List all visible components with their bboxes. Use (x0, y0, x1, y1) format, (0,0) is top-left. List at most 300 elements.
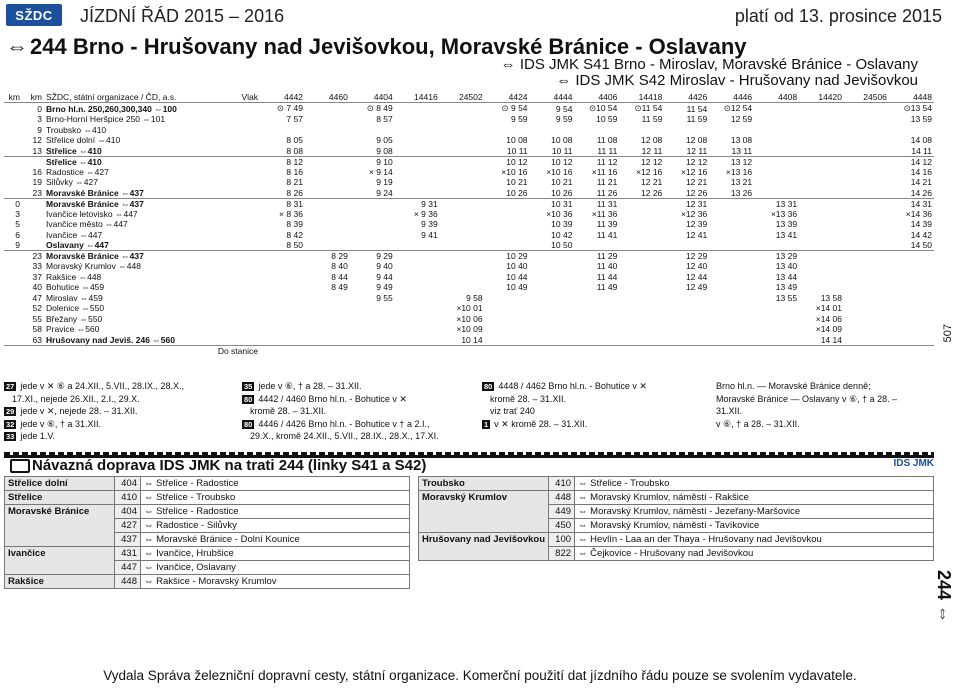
departure-time: ⊙ 7 49 (276, 103, 303, 113)
departure-time (305, 230, 350, 241)
departure-time (440, 103, 485, 115)
ids-row (5, 491, 410, 505)
note-line (482, 405, 712, 418)
departure-time (440, 261, 485, 272)
departure-time: 8 50 (260, 240, 305, 251)
note-text: 17.XI., nejede 26.XII., 2.I., 29.X. (12, 393, 140, 404)
ids-line-s41: ⇔ IDS JMK S41 Brno - Miroslav, Moravské Bránice - Oslavany (500, 56, 918, 73)
ids-route: ⇔ Střelice - Troubsko (575, 477, 934, 491)
station-row (4, 314, 934, 325)
departure-time (485, 303, 530, 314)
ids-stop-name: Troubsko (419, 477, 549, 491)
ids-route: ⇔ Ivančice, Hrubšice (141, 547, 410, 561)
departure-time (440, 219, 485, 230)
departure-time (395, 156, 440, 167)
departure-time (260, 261, 305, 272)
departure-time (485, 240, 530, 251)
departure-time (889, 303, 934, 314)
departure-time (844, 198, 889, 209)
departure-time (440, 146, 485, 157)
departure-time (305, 314, 350, 325)
departure-time: 12 11 (619, 146, 664, 157)
station-row (4, 335, 934, 346)
departure-time (709, 198, 754, 209)
departure-time (350, 303, 395, 314)
ids-line-number: 100 (549, 533, 575, 547)
station-name: Střelice dolní ⇔410 (46, 135, 121, 146)
train-number: 4460 (305, 92, 350, 103)
banner-title: Návazná doprava IDS JMK na trati 244 (linky S41 a S42) (32, 457, 427, 474)
note-line (716, 393, 934, 406)
station-row (4, 114, 934, 125)
departure-time (709, 272, 754, 283)
note-line (242, 405, 480, 418)
departure-time: 13 49 (775, 282, 798, 293)
departure-time (844, 125, 889, 136)
departure-time: ×11 36 (591, 208, 618, 219)
train-number: 4404 (350, 92, 395, 103)
note-text: jede v ⑥, † a 31.XII. (20, 418, 101, 429)
departure-time (754, 177, 799, 188)
ids-route: ⇔ Střelice - Troubsko (141, 491, 410, 505)
departure-time (709, 314, 754, 325)
station-name: Ivančice letovisko ⇔447 (46, 208, 138, 219)
timetable-grid (4, 92, 934, 356)
departure-time (754, 103, 799, 115)
departure-time: 9 59 (555, 114, 573, 125)
ids-line-number: 431 (115, 547, 141, 561)
km2-value: 12 (32, 135, 42, 146)
departure-time (664, 293, 709, 304)
km2-value: 0 (37, 103, 42, 114)
departure-time (305, 177, 350, 188)
departure-time: ×11 16 (591, 166, 618, 177)
departure-time (889, 282, 934, 293)
notes-col-3 (482, 380, 712, 430)
departure-time (754, 314, 799, 325)
station-name: Pravice ⇔560 (46, 324, 100, 335)
departure-time (709, 303, 754, 314)
ids-row (5, 505, 410, 519)
line-title-text: 244 Brno - Hrušovany nad Jevišovkou, Moravské Bránice - Oslavany (30, 34, 747, 59)
departure-time: 12 08 (685, 135, 708, 146)
ids-route: ⇔ Hevlín - Laa an der Thaya - Hrušovany nad Jevišovkou (575, 533, 934, 547)
km2-value: 63 (22, 335, 44, 346)
km-value (4, 177, 22, 188)
departure-time (619, 272, 664, 283)
station-name: Hrušovany nad Jeviš. 246 ⇔560 (44, 335, 234, 346)
vlak-spacer (234, 251, 260, 262)
departure-time: 10 12 (551, 156, 573, 167)
departure-time: ×14 36 (905, 208, 932, 219)
departure-time (260, 335, 305, 346)
departure-time: 9 08 (350, 146, 395, 157)
note-text: jede 1.V. (20, 431, 56, 441)
departure-time (395, 167, 440, 178)
departure-time (350, 240, 395, 251)
ids-connections-right (418, 476, 934, 561)
departure-time (305, 135, 350, 146)
departure-time: 14 39 (910, 219, 932, 230)
departure-time: 10 59 (596, 114, 618, 125)
departure-time: 11 40 (596, 261, 618, 272)
note-badge: 33 (6, 432, 15, 441)
station-row (4, 156, 934, 167)
departure-time: ×12 16 (636, 166, 663, 177)
km-value: 3 (15, 208, 20, 219)
departure-time (799, 125, 844, 136)
station-name: Střelice ⇔410 (46, 156, 102, 167)
departure-time: 14 42 (910, 229, 932, 240)
km-value (4, 282, 22, 293)
departure-time (305, 156, 350, 167)
departure-time (305, 335, 350, 346)
departure-time: 13 31 (775, 198, 798, 209)
departure-time: 9 59 (510, 114, 528, 125)
vlak-spacer (234, 209, 260, 220)
departure-time (709, 125, 754, 136)
vlak-spacer (234, 114, 260, 125)
departure-time (440, 230, 485, 241)
departure-time (889, 272, 934, 283)
departure-time (754, 146, 799, 157)
departure-time (395, 135, 440, 146)
departure-time: 12 41 (685, 229, 708, 240)
station-name: Miroslav ⇔459 (46, 292, 103, 303)
departure-time (440, 209, 485, 220)
station-name: Radostice ⇔427 (46, 166, 109, 177)
departure-time: ×14 06 (815, 313, 842, 324)
departure-time (530, 303, 575, 314)
departure-time: ⊙13 54 (903, 103, 932, 113)
ids-line-number: 448 (549, 491, 575, 505)
departure-time (709, 240, 754, 251)
departure-time (709, 209, 754, 220)
station-row (4, 146, 934, 157)
departure-time (754, 135, 799, 146)
departure-time (485, 293, 530, 304)
departure-time (799, 103, 844, 115)
departure-time (260, 125, 305, 136)
km-value (4, 261, 22, 272)
departure-time: 11 49 (596, 282, 618, 293)
station-row (4, 125, 934, 136)
departure-time (619, 240, 664, 251)
departure-time: 13 21 (730, 177, 753, 188)
km-value (4, 103, 22, 115)
departure-time (799, 114, 844, 125)
ids-line-number: 822 (549, 547, 575, 561)
ids-line-number: 427 (115, 519, 141, 533)
departure-time (485, 324, 530, 335)
departure-time: 13 39 (775, 219, 798, 230)
departure-time (574, 303, 619, 314)
ids-row (5, 477, 410, 491)
departure-time (754, 303, 799, 314)
ids-line-number: 447 (115, 561, 141, 575)
station-name: Moravské Bránice ⇔437 (44, 188, 234, 199)
departure-time (709, 335, 754, 346)
departure-time (395, 240, 440, 251)
departure-time (619, 324, 664, 335)
note-line (4, 418, 236, 431)
departure-time (799, 198, 844, 209)
km-value (4, 156, 22, 167)
departure-time: 8 05 (286, 135, 303, 146)
departure-time (350, 198, 395, 209)
departure-time: 10 49 (506, 282, 528, 293)
note-text: 29.X., kromě 24.XII., 5.VII., 28.IX., 28.X., 17.XI. (250, 431, 439, 441)
station-row (4, 188, 934, 199)
departure-time: 10 44 (506, 271, 528, 282)
departure-time (395, 335, 440, 346)
departure-time: 14 31 (910, 198, 932, 209)
departure-time: ×14 09 (815, 324, 842, 335)
departure-time: 10 14 (440, 335, 485, 346)
vlak-spacer (234, 303, 260, 314)
bus-icon (10, 459, 30, 473)
departure-time (709, 324, 754, 335)
note-line (242, 393, 480, 406)
departure-time: 10 21 (551, 177, 573, 188)
departure-time: 13 55 (775, 292, 798, 303)
departure-time: ×14 01 (815, 303, 842, 314)
departure-time: 13 12 (730, 156, 753, 167)
departure-time (844, 167, 889, 178)
timetable (4, 92, 934, 356)
ids-stop-name: Moravský Krumlov (419, 491, 549, 533)
km-value (4, 135, 22, 146)
departure-time (799, 146, 844, 157)
departure-time (305, 114, 350, 125)
departure-time (844, 324, 889, 335)
departure-time (305, 188, 350, 199)
km2-value: 23 (32, 251, 42, 261)
departure-time: ×13 36 (770, 208, 798, 219)
departure-time: 9 55 (376, 292, 393, 303)
departure-time: ⊙ 8 49 (366, 103, 393, 113)
ids-line-number: 450 (549, 519, 575, 533)
departure-time (485, 335, 530, 346)
note-text: v ⑥, † a 28. – 31.XII. (716, 418, 800, 429)
departure-time (305, 240, 350, 251)
notes-col-1 (4, 380, 236, 443)
departure-time (530, 314, 575, 325)
departure-time: 12 12 (685, 156, 708, 167)
departure-time (844, 156, 889, 167)
ids-line-number: 448 (115, 575, 141, 589)
km2-value (22, 209, 44, 220)
departure-time (395, 272, 440, 283)
note-text: Brno hl.n. — Moravské Bránice denně; (716, 381, 871, 391)
ids-route: ⇔ Čejkovice - Hrušovany nad Jevišovkou (575, 547, 934, 561)
ids-stop-name: Rakšice (5, 575, 115, 589)
departure-time (395, 293, 440, 304)
vlak-spacer (234, 282, 260, 293)
vlak-spacer (234, 135, 260, 146)
departure-time (844, 272, 889, 283)
departure-time (574, 324, 619, 335)
departure-time: 14 12 (910, 156, 932, 167)
departure-time (440, 188, 485, 199)
logo-text: SŽDC (15, 7, 53, 23)
train-number: 24502 (440, 92, 485, 103)
departure-time (889, 261, 934, 272)
note-text: kromě 28. – 31.XII. (250, 406, 327, 416)
departure-time (889, 335, 934, 346)
km2-value: 3 (37, 114, 42, 125)
operator-header: SŽDC, státní organizace / ČD, a.s. (44, 92, 234, 103)
do-stanice-row (4, 345, 934, 356)
departure-time: 10 26 (530, 188, 575, 199)
departure-time: ×10 09 (456, 324, 483, 335)
departure-time (395, 261, 440, 272)
km2-value: 33 (32, 261, 42, 272)
departure-time: ×10 16 (501, 166, 528, 177)
departure-time (889, 324, 934, 335)
departure-time (844, 146, 889, 157)
train-number: 14416 (395, 92, 440, 103)
departure-time: 11 59 (641, 114, 663, 125)
train-number: 4448 (889, 92, 934, 103)
ids-route: ⇔ Rakšice - Moravský Krumlov (141, 575, 410, 589)
departure-time (844, 282, 889, 293)
departure-time: 13 26 (709, 188, 754, 199)
departure-time (844, 303, 889, 314)
departure-time: 13 40 (775, 261, 798, 272)
departure-time: 12 26 (664, 188, 709, 199)
departure-time (844, 209, 889, 220)
departure-time: 8 08 (260, 146, 305, 157)
departure-time (799, 188, 844, 199)
departure-time (350, 219, 395, 230)
departure-time (395, 314, 440, 325)
ids-stop-name: Moravské Bránice (5, 505, 115, 547)
departure-time (395, 303, 440, 314)
vlak-spacer (234, 240, 260, 251)
departure-time: ×10 36 (546, 208, 573, 219)
train-number: 4444 (530, 92, 575, 103)
departure-time: 9 44 (376, 271, 393, 282)
departure-time (709, 282, 754, 293)
publisher-footer: Vydala Správa železniční dopravní cesty, státní organizace. Komerční použití dat jízdního řádu pouze se svolením vydavatele. (103, 668, 857, 683)
departure-time: 13 44 (775, 271, 798, 282)
departure-time: 9 40 (376, 261, 393, 272)
departure-time: ×10 01 (456, 303, 483, 314)
departure-time: 11 21 (596, 177, 618, 188)
departure-time (754, 188, 799, 199)
departure-time (395, 146, 440, 157)
note-line (242, 430, 480, 443)
train-number: 14418 (619, 92, 664, 103)
ids-route: ⇔ Moravské Bránice - Dolní Kounice (141, 533, 410, 547)
ids-route: ⇔ Radostice - Silůvky (141, 519, 410, 533)
departure-time: 12 21 (641, 177, 663, 188)
departure-time (754, 125, 799, 136)
departure-time (440, 125, 485, 136)
departure-time: 14 08 (910, 135, 932, 146)
departure-time (530, 293, 575, 304)
departure-time: ×12 36 (680, 208, 708, 219)
note-line (4, 393, 236, 406)
departure-time: 12 39 (685, 219, 708, 230)
station-name: Oslavany ⇔447 (44, 240, 234, 251)
departure-time: ⊙ 9 54 (501, 103, 528, 113)
departure-time: × 8 36 (279, 208, 303, 219)
departure-time (395, 125, 440, 136)
departure-time: ⊙11 54 (634, 103, 663, 113)
ids-route: ⇔ Střelice - Radostice (141, 505, 410, 519)
departure-time: 12 59 (730, 114, 753, 125)
departure-time: ×10 06 (456, 313, 483, 324)
departure-time (844, 219, 889, 230)
departure-time (799, 282, 844, 293)
departure-time (844, 188, 889, 199)
departure-time (709, 251, 754, 262)
departure-time: 11 31 (596, 198, 618, 209)
departure-time: 8 57 (376, 114, 393, 125)
departure-time: 9 39 (421, 219, 438, 230)
vlak-header: Vlak (234, 92, 260, 103)
km2-header: km (22, 92, 44, 103)
station-row (4, 240, 934, 251)
ids-banner (4, 455, 934, 473)
ids-line-number: 437 (115, 533, 141, 547)
departure-time: 10 12 (506, 156, 528, 167)
km2-value: 19 (32, 177, 42, 188)
station-row (4, 282, 934, 293)
note-badge: 27 (6, 382, 15, 391)
departure-time: 9 49 (376, 282, 393, 293)
departure-time (305, 146, 350, 157)
vlak-spacer (234, 230, 260, 241)
departure-time (485, 209, 530, 220)
departure-time (260, 324, 305, 335)
departure-time: 9 54 (555, 103, 573, 114)
departure-time (485, 230, 530, 241)
km2-value: 40 (32, 282, 42, 293)
departure-time (440, 156, 485, 167)
departure-time: 13 11 (709, 146, 754, 157)
departure-time: 12 29 (685, 251, 708, 261)
vlak-spacer (234, 293, 260, 304)
departure-time: 12 21 (685, 177, 708, 188)
departure-time: 14 21 (910, 177, 932, 188)
note-text: jede v ✕ ⑥ a 24.XII., 5.VII., 28.IX., 28.X., (20, 381, 185, 391)
notes-col-2 (242, 380, 480, 443)
departure-time (889, 293, 934, 304)
km-value (4, 114, 22, 125)
departure-time: 12 08 (641, 135, 663, 146)
departure-time: 9 58 (466, 292, 483, 303)
departure-time: 9 19 (376, 177, 393, 188)
ids-route: ⇔ Ivančice, Oslavany (141, 561, 410, 575)
departure-time: 10 08 (551, 135, 573, 146)
ids-route: ⇔ Střelice - Radostice (141, 477, 410, 491)
departure-time (619, 251, 664, 262)
km-value (4, 272, 22, 283)
station-row (4, 230, 934, 241)
departure-time (889, 251, 934, 262)
station-name: Ivančice město ⇔447 (46, 219, 128, 230)
departure-time (664, 324, 709, 335)
departure-time (440, 198, 485, 209)
departure-time: 9 24 (350, 188, 395, 199)
note-badge: 80 (484, 382, 493, 391)
station-row (4, 324, 934, 335)
departure-time (574, 335, 619, 346)
departure-time (530, 251, 575, 262)
